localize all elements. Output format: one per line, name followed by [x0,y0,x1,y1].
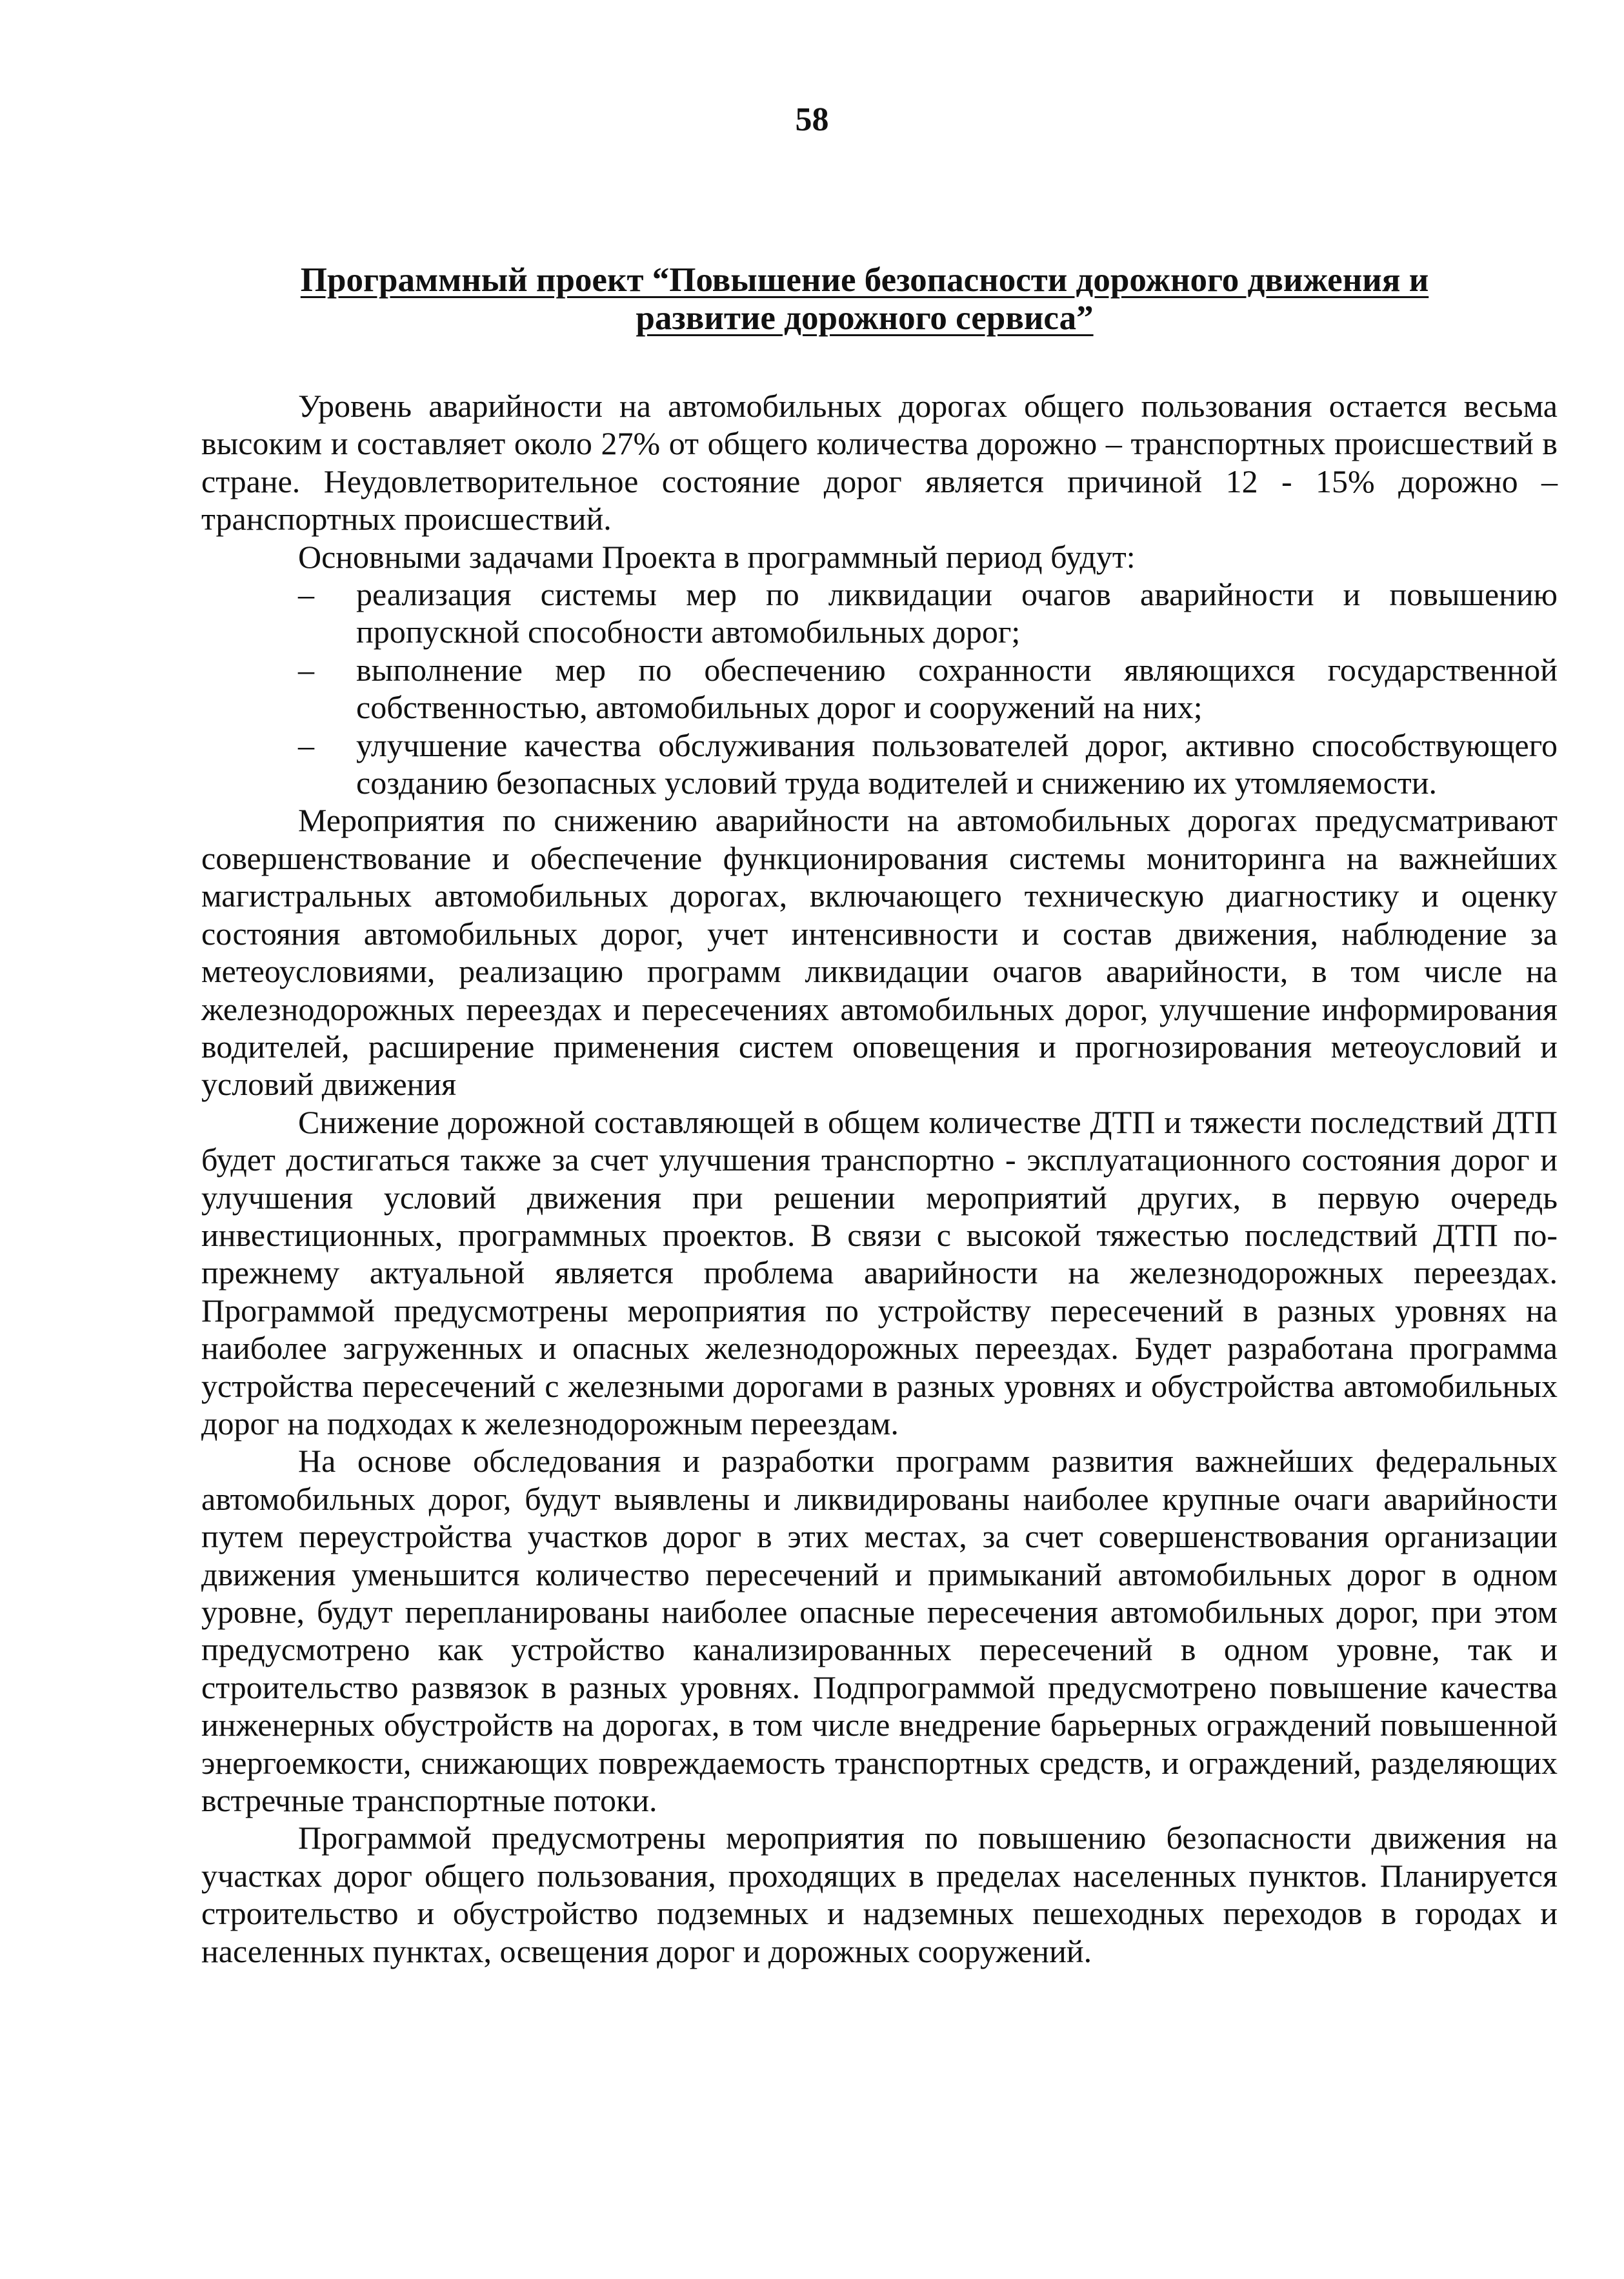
list-item-text: выполнение мер по обеспечению сохранности являющихся государственной собственностью, автомобильных дорог и сооружений на них; [356,651,1558,726]
list-item [201,576,1558,651]
list-item-text: улучшение качества обслуживания пользователей дорог, активно способствующего созданию безопасных условий труда водителей и снижению их утомляемости. [356,727,1558,801]
paragraph-settlements-safety: Программой предусмотрены мероприятия по повышению безопасности движения на участках дорог общего пользования, проходящих в пределах населенных пунктов. Планируется строительство и обустройство подземных и надземных пешеходных переходов в городах и населенных пунктах, освещения дорог и дорожных сооружений. [201,1820,1558,1969]
paragraph-main-tasks-intro: Основными задачами Проекта в программный период будут: [298,538,1136,575]
list-dash-marker: – [298,651,314,688]
task-list [201,576,1558,801]
paragraph-accident-level: Уровень аварийности на автомобильных дорогах общего пользования остается весьма высоким и составляет около 27% от общего количества дорожно – транспортных происшествий в стране. Неудовлетворительное состояние дорог является причиной 12 - 15% дорожно – транспортных происшествий. [201,388,1558,537]
list-item [201,727,1558,802]
list-item-text: реализация системы мер по ликвидации очагов аварийности и повышению пропускной способности автомобильных дорог; [356,576,1558,650]
paragraph-road-component-reduction: Снижение дорожной составляющей в общем количестве ДТП и тяжести последствий ДТП будет достигаться также за счет улучшения транспортно - эксплуатационного состояния дорог и улучшения условий движения при решении мероприятий других, в первую очередь инвестиционных, программных проектов. В связи с высокой тяжестью последствий ДТП по-прежнему актуальной является проблема аварийности на железнодорожных переездах. Программой предусмотрены мероприятия по устройству пересечений в разных уровнях на наиболее загруженных и опасных железнодорожных переездах. Будет разработана программа устройства пересечений с железными дорогами в разных уровнях и обустройства автомобильных дорог на подходах к железнодорожным переездам. [201,1103,1558,1441]
list-dash-marker: – [298,727,314,763]
paragraph-accident-reduction-measures: Мероприятия по снижению аварийности на автомобильных дорогах предусматривают совершенствование и обеспечение функционирования системы мониторинга на важнейших магистральных автомобильных дорогах, включающего техническую диагностику и оценку состояния автомобильных дорог, учет интенсивности и состав движения, наблюдение за метеоусловиями, реализацию программ ликвидации очагов аварийности, в том числе на железнодорожных переездах и пересечениях автомобильных дорог, улучшение информирования водителей, расширение применения систем оповещения и прогнозирования метеоусловий и условий движения [201,802,1558,1103]
paragraph-federal-roads-survey: На основе обследования и разработки программ развития важнейших федеральных автомобильных дорог, будут выявлены и ликвидированы наиболее крупные очаги аварийности путем переустройства участков дорог в этих местах, за счет совершенствования организации движения уменьшится количество пересечений и примыканий автомобильных дорог в одном уровне, будут перепланированы наиболее опасные пересечения автомобильных дорог, при этом предусмотрено как устройство канализированных пересечений в одном уровне, так и строительство развязок в разных уровнях. Подпрограммой предусмотрено повышение качества инженерных обустройств на дорогах, в том числе внедрение барьерных ограждений повышенной энергоемкости, снижающих повреждаемость транспортных средств, и ограждений, разделяющих встречные транспортные потоки. [201,1443,1558,1819]
page-number: 58 [795,101,829,138]
list-dash-marker: – [298,576,314,613]
list-item [201,651,1558,727]
document-body [201,387,1558,1970]
document-title: Программный проект “Повышение безопасности дорожного движения и развитие дорожного сервиса” [300,261,1429,337]
